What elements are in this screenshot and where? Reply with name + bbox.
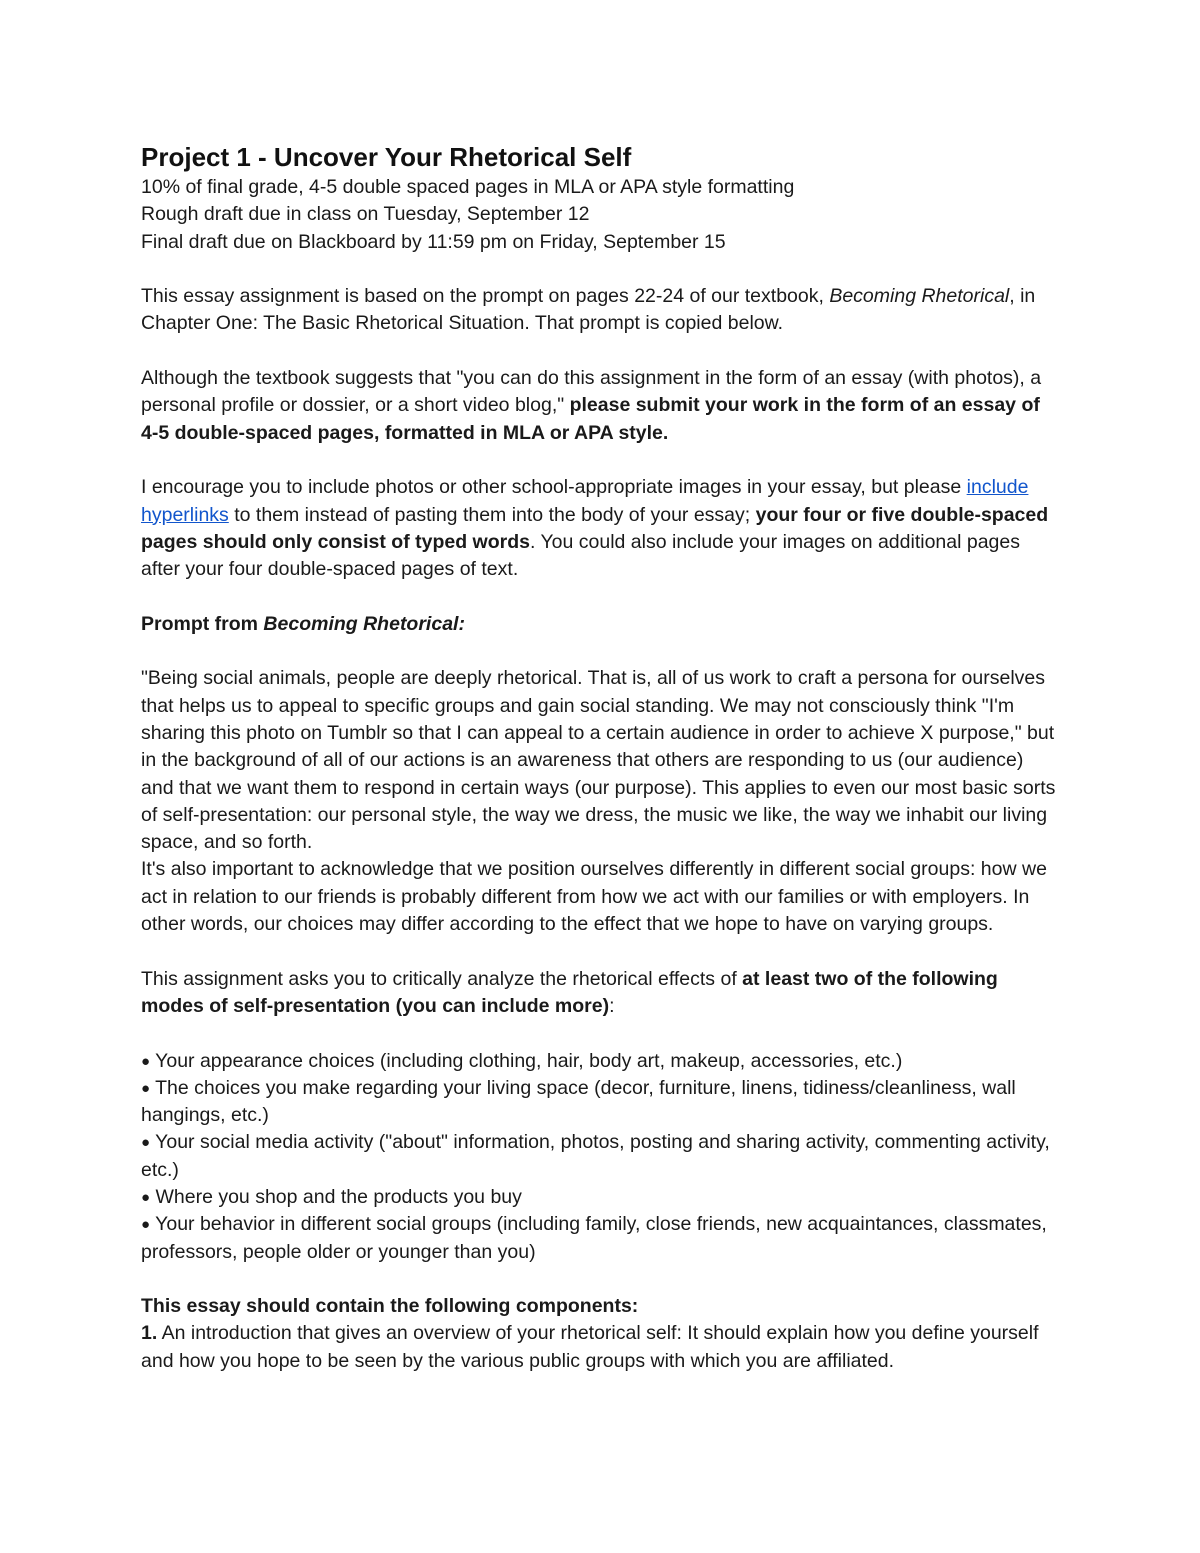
bullet-icon: ● [141, 1052, 151, 1070]
images-text-1: I encourage you to include photos or other school-appropriate images in your essay, but please [141, 476, 967, 499]
list-item-text: Where you shop and the products you buy [155, 1185, 522, 1208]
modes-intro-end: : [609, 994, 615, 1017]
list-item-text: Your behavior in different social groups (including family, close friends, new acquaintances, classmates, professors, people older or younger than you) [141, 1213, 1047, 1263]
intro-paragraph [141, 283, 1061, 338]
final-draft-line: Final draft due on Blackboard by 11:59 pm on Friday, September 15 [141, 230, 726, 253]
intro-text-2: , in Chapter One: The Basic Rhetorical Situation. That prompt is copied below. [141, 285, 1036, 335]
modes-intro-text: This assignment asks you to critically analyze the rhetorical effects of [141, 967, 743, 990]
component-item-1 [141, 1320, 1061, 1375]
list-item-text: Your appearance choices (including clothing, hair, body art, makeup, accessories, etc.) [155, 1049, 903, 1072]
document-body [141, 140, 1061, 1375]
format-requirement: please submit your work in the form of an essay of 4-5 double-spaced pages, formatted in MLA or APA style. [141, 394, 1040, 444]
prompt-heading [141, 611, 1061, 638]
list-item [141, 1211, 1061, 1266]
modes-requirement: at least two of the following modes of self-presentation (you can include more) [141, 967, 998, 1017]
modes-intro [141, 966, 1061, 1021]
component-item-number: 1. [141, 1322, 158, 1345]
intro-text-1: This essay assignment is based on the prompt on pages 22-24 of our textbook, [141, 285, 830, 308]
page-title: Project 1 - Uncover Your Rhetorical Self [141, 142, 632, 172]
intro-book-title: Becoming Rhetorical [829, 285, 1010, 308]
prompt-heading-prefix: Prompt from [141, 612, 264, 635]
component-item-text: An introduction that gives an overview of your rhetorical self: It should explain how you define yourself and how you hope to be seen by the various public groups with which you are affiliated. [141, 1322, 1039, 1372]
images-paragraph [141, 474, 1061, 583]
list-item [141, 1048, 1061, 1075]
bullet-icon: ● [141, 1188, 151, 1206]
images-text-3: . You could also include your images on additional pages after your four double-spaced pages of text. [141, 530, 1020, 581]
prompt-paragraph-1: "Being social animals, people are deeply rhetorical. That is, all of us work to craft a persona for ourselves that helps us to appeal to specific groups and gain social standing. We may not consciously think "I'm sharing this photo on Tumblr so that I can appeal to a certain audience in order to achieve X purpose," but in the background of all of our actions is an awareness that others are responding to us (our audience) and that we want them to respond in certain ways (our purpose). This applies to even our most basic sorts of self-presentation: our personal style, the way we dress, the music we like, the way we inhabit our living space, and so forth. [141, 667, 1056, 854]
images-requirement: your four or five double-spaced pages should only consist of typed words [141, 503, 1049, 553]
prompt-heading-book: Becoming Rhetorical: [263, 612, 465, 635]
prompt-paragraph-2: It's also important to acknowledge that we position ourselves differently in different social groups: how we act in relation to our friends is probably different from how we act with our families or with employers. In other words, our choices may differ according to the effect that we hope to have on varying groups. [141, 858, 1047, 936]
list-item-text: Your social media activity ("about" information, photos, posting and sharing activity, commenting activity, etc.) [141, 1131, 1050, 1181]
bullet-icon: ● [141, 1134, 151, 1152]
format-paragraph [141, 365, 1061, 447]
list-item [141, 1129, 1061, 1184]
bullet-icon: ● [141, 1079, 151, 1097]
list-item [141, 1184, 1061, 1211]
include-hyperlinks-link[interactable]: include hyperlinks [141, 476, 1029, 526]
grade-info-line: 10% of final grade, 4-5 double spaced pages in MLA or APA style formatting [141, 176, 795, 198]
list-item-text: The choices you make regarding your living space (decor, furniture, linens, tidiness/cleanliness, wall hangings, etc.) [141, 1076, 1016, 1127]
rough-draft-line: Rough draft due in class on Tuesday, September 12 [141, 203, 590, 226]
images-text-2: to them instead of pasting them into the body of your essay; [228, 503, 756, 526]
bullet-icon: ● [141, 1216, 151, 1234]
components-heading: This essay should contain the following components: [141, 1295, 639, 1318]
list-item [141, 1075, 1061, 1130]
format-text: Although the textbook suggests that "you can do this assignment in the form of an essay (with photos), a personal profile or dossier, or a short video blog," [141, 367, 1042, 417]
